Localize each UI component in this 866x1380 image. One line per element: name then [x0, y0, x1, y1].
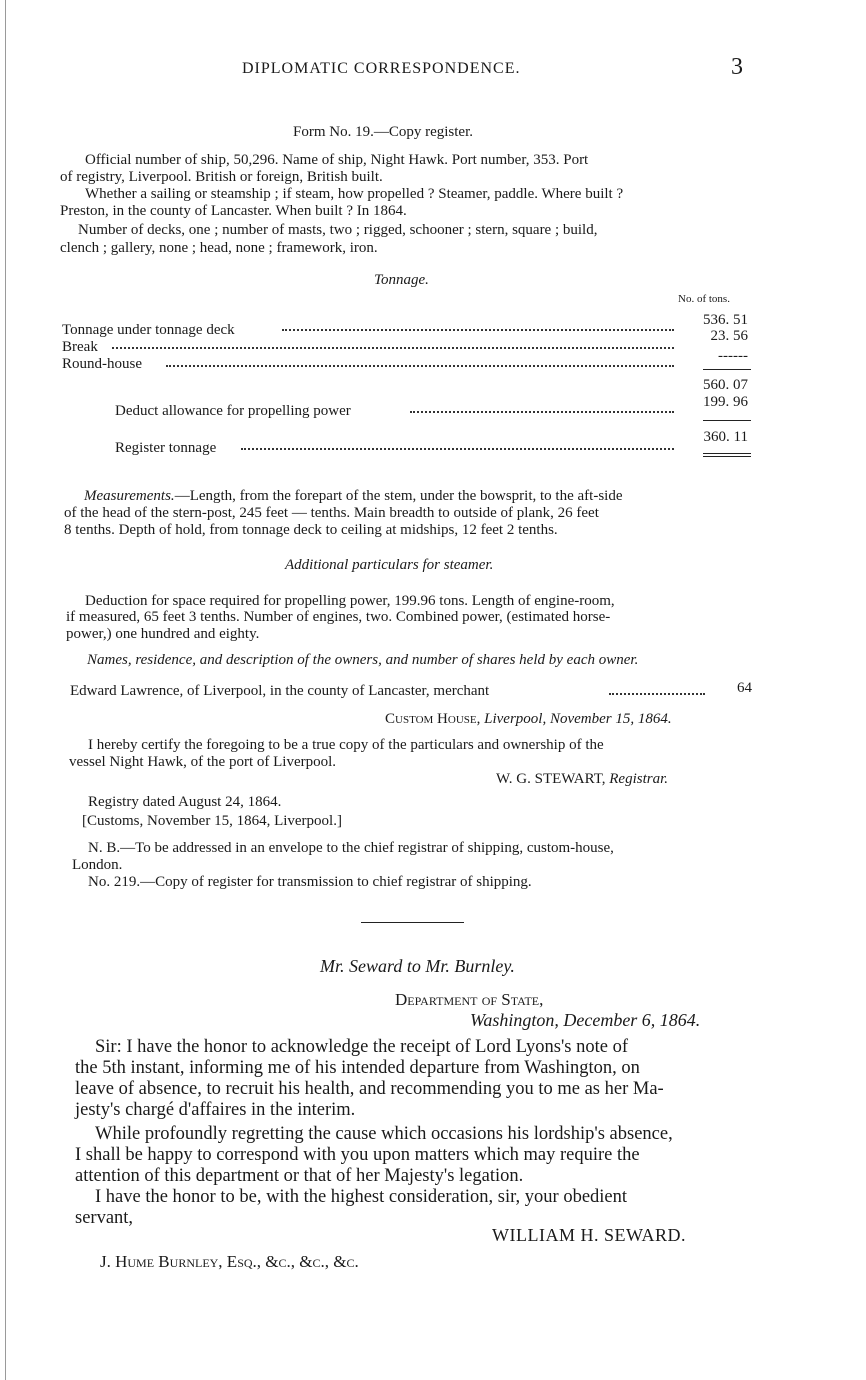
registry-dated: Registry dated August 24, 1864. [88, 794, 282, 810]
tonnage-row-value: 23. 56 [710, 328, 748, 344]
deduct-label: Deduct allowance for propelling power [115, 403, 351, 419]
leader-dots [166, 365, 674, 367]
owners-heading: Names, residence, and description of the owners, and number of shares held by each owner. [87, 652, 639, 668]
tonnage-heading: Tonnage. [374, 272, 429, 288]
letter-department: Department of State, [395, 990, 544, 1009]
tonnage-row-label: Round-house [62, 356, 142, 372]
registrar-name: W. G. STEWART, [496, 771, 606, 787]
letter-paragraph-line: Sir: I have the honor to acknowledge the receipt of Lord Lyons's note of [95, 1037, 629, 1057]
letter-paragraph-line: leave of absence, to recruit his health, and recommending you to me as her Ma- [75, 1079, 664, 1099]
leader-dots [112, 347, 674, 349]
letter-place-date: Washington, December 6, 1864. [470, 1010, 701, 1030]
nb-line: N. B.—To be addressed in an envelope to the chief registrar of shipping, custom-house, [88, 840, 614, 856]
letter-paragraph-line: jesty's chargé d'affaires in the interim. [75, 1100, 356, 1120]
steamer-line: Deduction for space required for propelling power, 199.96 tons. Length of engine-room, [85, 593, 615, 609]
page-edge-line [5, 0, 6, 1380]
sum-rule [703, 369, 751, 370]
ship-line: Number of decks, one ; number of masts, two ; rigged, schooner ; stern, square ; build, [78, 222, 598, 238]
ship-line: Official number of ship, 50,296. Name of ship, Night Hawk. Port number, 353. Port [85, 152, 589, 168]
steamer-line: power,) one hundred and eighty. [66, 626, 260, 642]
tonnage-row-label: Break [62, 339, 98, 355]
sum-rule [703, 420, 751, 421]
steamer-line: if measured, 65 feet 3 tenths. Number of engines, two. Combined power, (estimated horse- [66, 609, 611, 625]
certify-line: I hereby certify the foregoing to be a true copy of the particulars and ownership of the [88, 737, 604, 753]
double-rule-top [703, 453, 751, 454]
measurements-label: Measurements. [84, 488, 175, 504]
letter-signature: WILLIAM H. SEWARD. [492, 1225, 686, 1245]
ship-line: Preston, in the county of Lancaster. When built ? In 1864. [60, 203, 407, 219]
nb-line: London. [72, 857, 123, 873]
letter-paragraph-line: the 5th instant, informing me of his intended departure from Washington, on [75, 1058, 640, 1078]
letter-paragraph-line: servant, [75, 1208, 134, 1228]
running-header: DIPLOMATIC CORRESPONDENCE. [242, 60, 521, 77]
ship-line: clench ; gallery, none ; head, none ; framework, iron. [60, 240, 378, 256]
leader-dots [410, 411, 674, 413]
registrar-line [496, 771, 668, 788]
register-value: 360. 11 [703, 429, 748, 445]
steamer-heading: Additional particulars for steamer. [285, 557, 494, 573]
measurements-line: of the head of the stern-post, 245 feet — tenths. Main breadth to outside of plank, 26 feet [64, 505, 599, 521]
tonnage-row-value: ------ [718, 348, 748, 364]
leader-dots [241, 448, 674, 450]
custom-house-line [385, 711, 672, 728]
page-number: 3 [731, 54, 743, 80]
tonnage-subtotal: 560. 07 [703, 377, 748, 393]
tonnage-row-value: 536. 51 [703, 312, 748, 328]
letter-paragraph-line: I have the honor to be, with the highest consideration, sir, your obedient [95, 1187, 628, 1207]
measurements-line: 8 tenths. Depth of hold, from tonnage deck to ceiling at midships, 12 feet 2 tenths. [64, 522, 558, 538]
deduct-value: 199. 96 [703, 394, 748, 410]
registrar-title: Registrar. [609, 771, 669, 787]
ship-line: of registry, Liverpool. British or foreign, British built. [60, 169, 383, 185]
form-219-line: No. 219.—Copy of register for transmission to chief registrar of shipping. [88, 874, 532, 890]
tonnage-row-label: Tonnage under tonnage deck [62, 322, 235, 338]
letter-paragraph-line: I shall be happy to correspond with you upon matters which may require the [75, 1145, 640, 1165]
measurements-line [84, 488, 749, 505]
double-rule-bottom [703, 456, 751, 457]
letter-addressee: J. Hume Burnley, Esq., &c., &c., &c. [100, 1252, 359, 1271]
register-label: Register tonnage [115, 440, 217, 456]
letter-paragraph-line: attention of this department or that of her Majesty's legation. [75, 1166, 524, 1186]
section-divider [361, 922, 464, 923]
leader-dots [282, 329, 674, 331]
certify-line: vessel Night Hawk, of the port of Liverpool. [69, 754, 337, 770]
form-title: Form No. 19.—Copy register. [293, 124, 473, 140]
custom-house-date: Liverpool, November 15, 1864. [484, 711, 672, 727]
measurements-text: —Length, from the forepart of the stem, under the bowsprit, to the aft-side [174, 488, 623, 504]
letter-paragraph-line: While profoundly regretting the cause which occasions his lordship's absence, [95, 1124, 673, 1144]
letter-heading: Mr. Seward to Mr. Burnley. [320, 956, 515, 976]
custom-house-place: Custom House, [385, 711, 481, 727]
leader-dots [609, 693, 705, 695]
ship-line: Whether a sailing or steamship ; if steam, how propelled ? Steamer, paddle. Where built ? [85, 186, 624, 202]
customs-note: [Customs, November 15, 1864, Liverpool.] [82, 813, 342, 829]
owner-entry: Edward Lawrence, of Liverpool, in the county of Lancaster, merchant [70, 683, 490, 699]
tons-column-header: No. of tons. [678, 293, 730, 305]
owner-shares: 64 [737, 680, 752, 696]
